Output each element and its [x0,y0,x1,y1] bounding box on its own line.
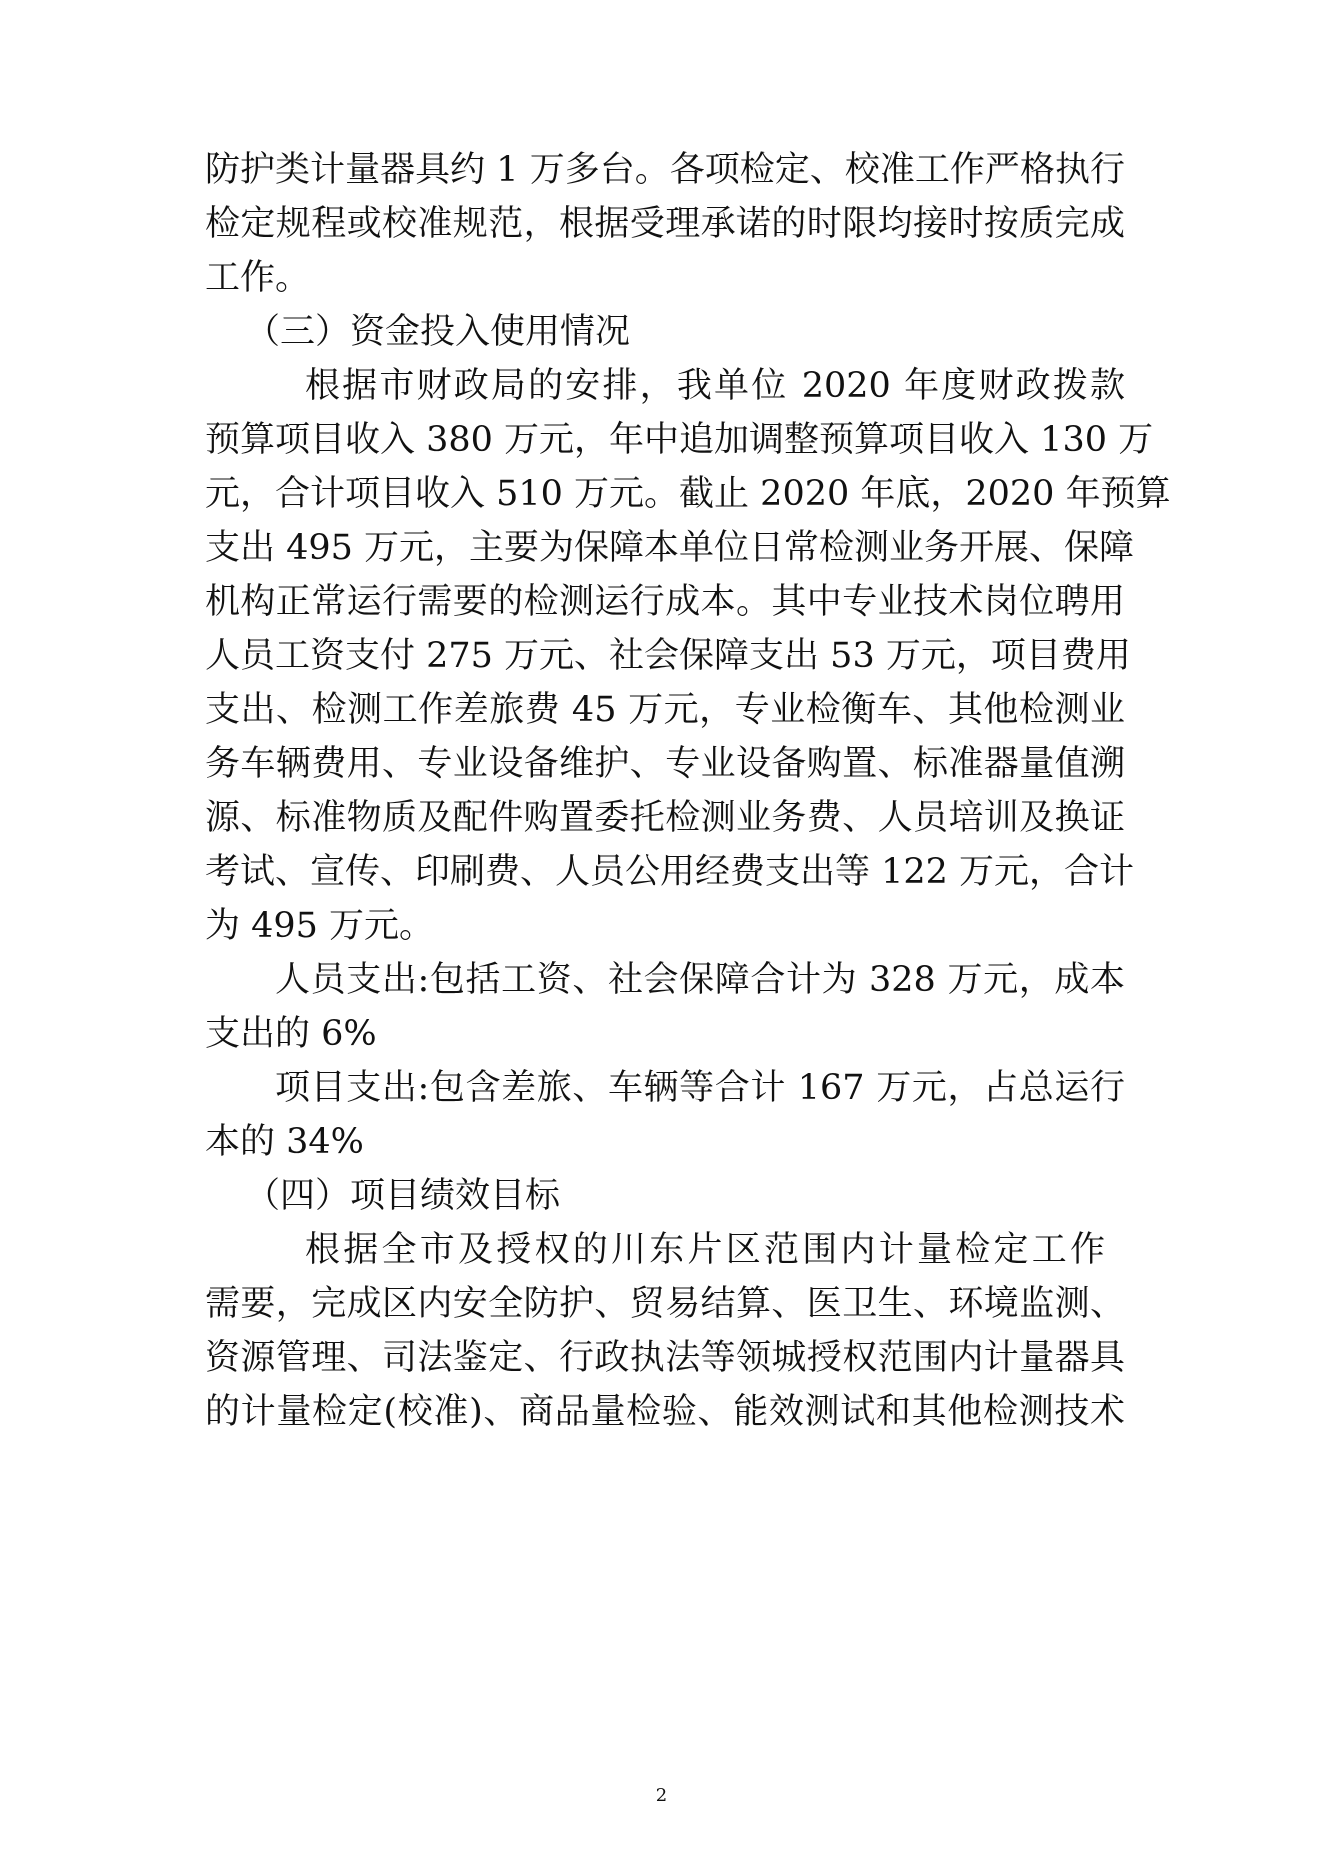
body-text-line-7: 元，合计项目收入 510 万元。截止 2020 年底，2020 年预算 [205,474,1171,514]
body-text-line-1: 防护类计量器具约 1 万多台。各项检定、校准工作严格执行 [205,150,1125,190]
body-text-line-5: 根据市财政局的安排，我单位 2020 年度财政拨款 [305,366,1125,406]
section-heading-4: （四）项目绩效目标 [245,1176,561,1216]
body-text-line-14: 考试、宣传、印刷费、人员公用经费支出等 122 万元，合计 [205,852,1135,892]
body-text-line-9: 机构正常运行需要的检测运行成本。其中专业技术岗位聘用 [205,582,1125,622]
section-heading-3: （三）资金投入使用情况 [245,312,631,352]
body-text-line-6: 预算项目收入 380 万元，年中追加调整预算项目收入 130 万 [205,420,1154,460]
body-text-line-11: 支出、检测工作差旅费 45 万元，专业检衡车、其他检测业 [205,690,1125,730]
body-text-line-2: 检定规程或校准规范，根据受理承诺的时限均接时按质完成 [205,204,1125,244]
body-text-line-10: 人员工资支付 275 万元、社会保障支出 53 万元，项目费用 [205,636,1131,676]
body-text-line-13: 源、标准物质及配件购置委托检测业务费、人员培训及换证 [205,798,1125,838]
body-text-line-17: 支出的 6% [205,1014,377,1054]
body-text-line-18: 项目支出:包含差旅、车辆等合计 167 万元，占总运行 [275,1068,1125,1108]
body-text-line-21: 根据全市及授权的川东片区范围内计量检定工作 [305,1230,1105,1270]
body-text-line-3: 工作。 [205,258,311,298]
body-text-line-12: 务车辆费用、专业设备维护、专业设备购置、标准器量值溯 [205,744,1125,784]
body-text-line-22: 需要，完成区内安全防护、贸易结算、医卫生、环境监测、 [205,1284,1125,1324]
body-text-line-24: 的计量检定(校准)、商品量检验、能效测试和其他检测技术 [205,1392,1125,1432]
body-text-line-15: 为 495 万元。 [205,906,435,946]
body-text-line-19: 本的 34% [205,1122,364,1162]
body-text-line-23: 资源管理、司法鉴定、行政执法等领城授权范围内计量器具 [205,1338,1125,1378]
body-text-line-8: 支出 495 万元，主要为保障本单位日常检测业务开展、保障 [205,528,1135,568]
body-text-line-16: 人员支出:包括工资、社会保障合计为 328 万元，成本 [275,960,1125,1000]
page-number: 2 [655,1785,668,1806]
